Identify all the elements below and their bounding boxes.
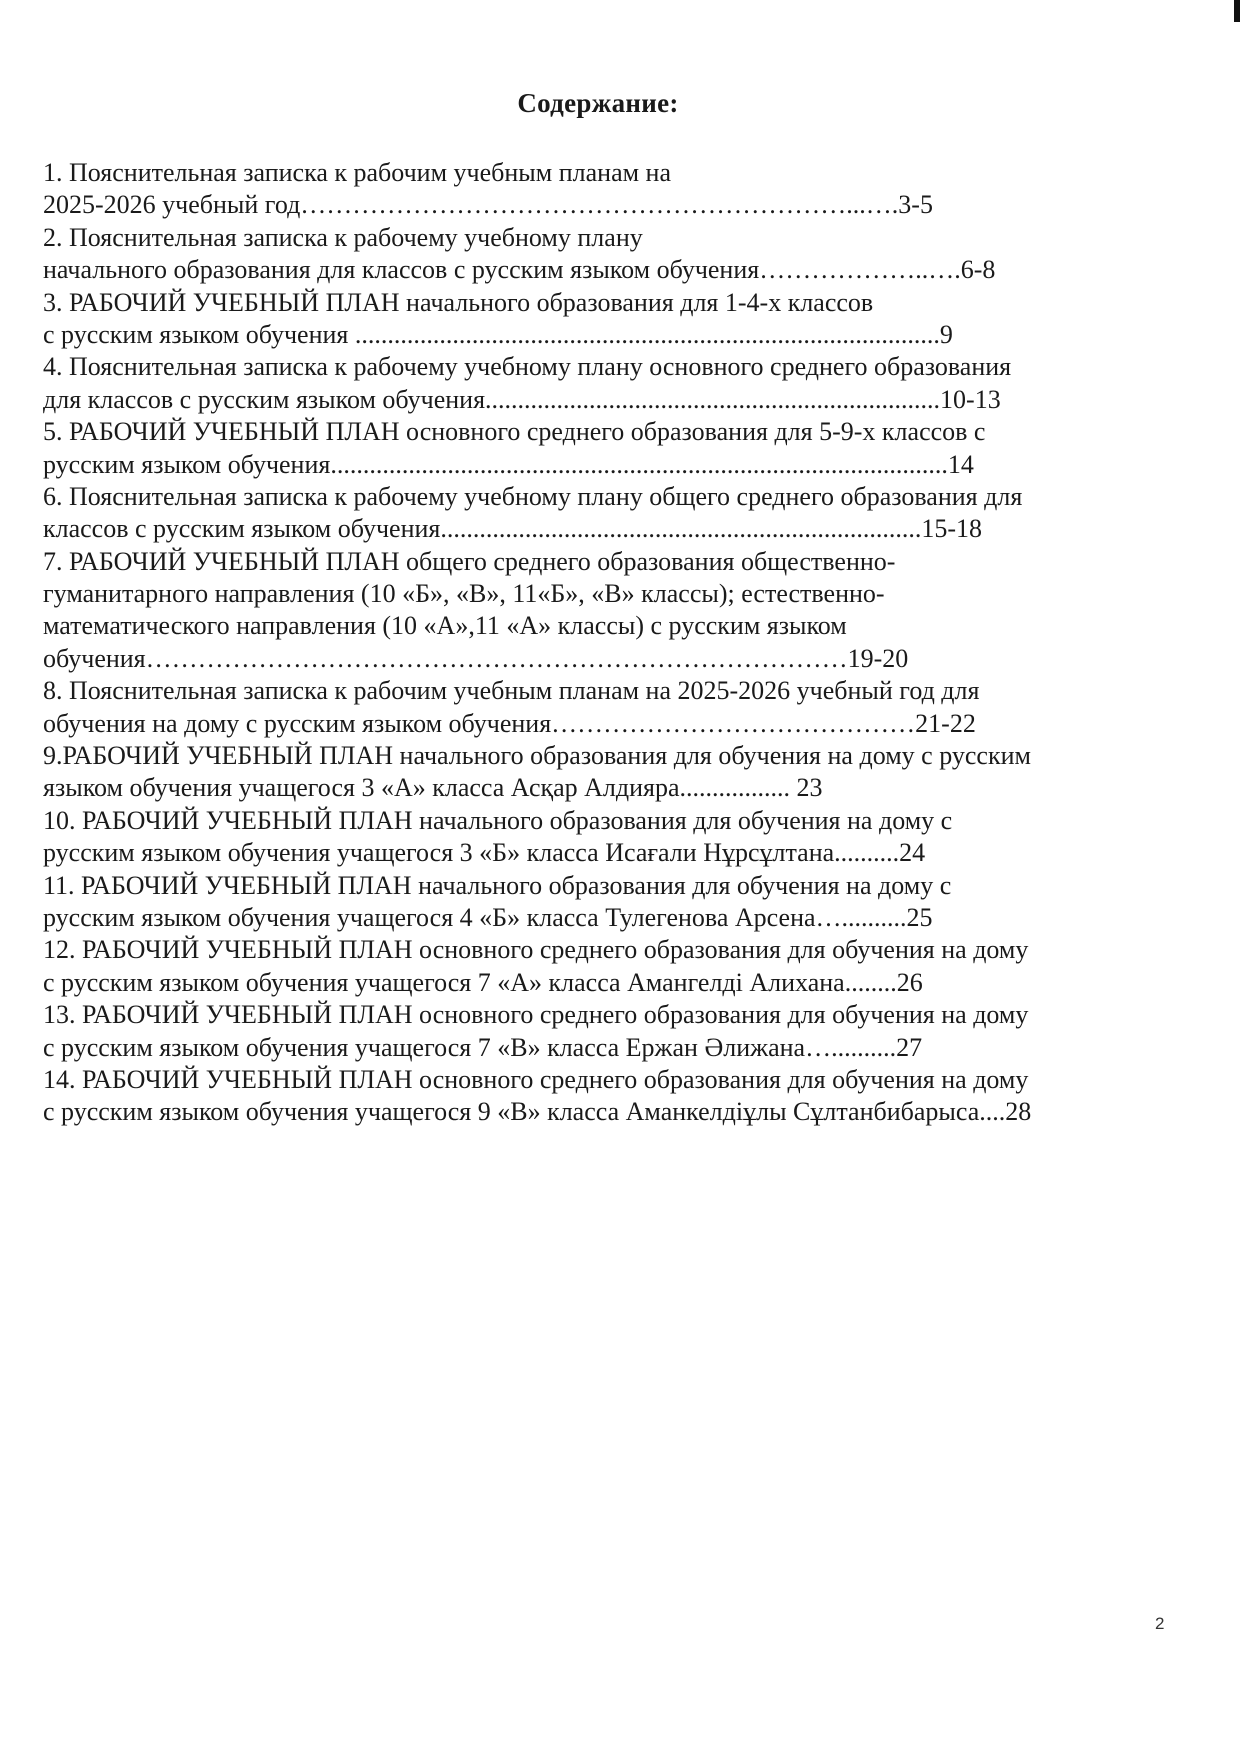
toc-entry-5-line-1: 5. РАБОЧИЙ УЧЕБНЫЙ ПЛАН основного среднего образования для 5-9-х классов с <box>43 417 986 447</box>
table-of-contents <box>43 157 1163 1129</box>
toc-entry-3-line-1: 3. РАБОЧИЙ УЧЕБНЫЙ ПЛАН начального образования для 1-4-х классов <box>43 287 874 317</box>
toc-entry-4-line-2: для классов с русским языком обучения......................................................................10-13 <box>43 384 1001 414</box>
toc-entry-10-line-2: русским языком обучения учащегося 3 «Б» класса Исағали Нұрсұлтана..........24 <box>43 838 926 868</box>
toc-entry-12-line-2: с русским языком обучения учащегося 7 «А» класса Амангелді Алихана........26 <box>43 967 923 997</box>
toc-entry-14-line-2: с русским языком обучения учащегося 9 «В» класса Аманкелдіұлы Сұлтанбибарыса....28 <box>43 1097 1032 1127</box>
toc-entry-4-line-1: 4. Пояснительная записка к рабочему учебному плану основного среднего образования <box>43 352 1012 382</box>
toc-entry-2-line-2: начального образования для классов с русским языком обучения………………..….6-8 <box>43 255 996 285</box>
toc-entry-10-line-1: 10. РАБОЧИЙ УЧЕБНЫЙ ПЛАН начального образования для обучения на дому с <box>43 805 953 835</box>
toc-entry-1-line-1: 1. Пояснительная записка к рабочим учебным планам на <box>43 158 672 187</box>
toc-entry-8-line-2: обучения на дому с русским языком обучения……………………………………21-22 <box>43 708 976 738</box>
toc-entry-3-line-2: с русским языком обучения ..........................................................................................9 <box>43 319 953 349</box>
toc-entry-7-line-4: обучения………………………………………………………………………19-20 <box>43 643 909 673</box>
toc-entry-6-line-2: классов с русским языком обучения..........................................................................15-18 <box>43 514 983 544</box>
toc-entry-14-line-1: 14. РАБОЧИЙ УЧЕБНЫЙ ПЛАН основного среднего образования для обучения на дому <box>43 1064 1029 1094</box>
toc-entry-6-line-1: 6. Пояснительная записка к рабочему учебному плану общего среднего образования для <box>43 481 1023 511</box>
page-number: 2 <box>1155 1614 1165 1633</box>
toc-entry-9-line-1: 9.РАБОЧИЙ УЧЕБНЫЙ ПЛАН начального образования для обучения на дому с русским <box>43 741 1031 771</box>
toc-entry-9-line-2: языком обучения учащегося 3 «А» класса Асқар Алдияра................. 23 <box>43 773 823 803</box>
toc-entry-7-line-3: математического направления (10 «А»,11 «А» классы) с русским языком <box>43 611 847 641</box>
toc-entry-13-line-2: с русским языком обучения учащегося 7 «В» класса Ержан Әлижана…..........27 <box>43 1032 923 1062</box>
toc-entry-1-line-2: 2025-2026 учебный год………………………………………………………...….3-5 <box>43 190 933 220</box>
page-title: Содержание: <box>517 88 679 118</box>
toc-entry-12-line-1: 12. РАБОЧИЙ УЧЕБНЫЙ ПЛАН основного среднего образования для обучения на дому <box>43 935 1029 965</box>
toc-entry-11-line-1: 11. РАБОЧИЙ УЧЕБНЫЙ ПЛАН начального образования для обучения на дому с <box>43 870 952 900</box>
toc-entry-13-line-1: 13. РАБОЧИЙ УЧЕБНЫЙ ПЛАН основного среднего образования для обучения на дому <box>43 1000 1029 1030</box>
toc-entry-5-line-2: русским языком обучения...............................................................................................14 <box>43 449 974 479</box>
toc-entry-7-line-2: гуманитарного направления (10 «Б», «В», 11«Б», «В» классы); естественно- <box>43 579 885 609</box>
toc-entry-2-line-1: 2. Пояснительная записка к рабочему учебному плану <box>43 222 643 252</box>
toc-entry-8-line-1: 8. Пояснительная записка к рабочим учебным планам на 2025-2026 учебный год для <box>43 676 980 706</box>
scan-edge-mark <box>1234 0 1240 22</box>
toc-entry-11-line-2: русским языком обучения учащегося 4 «Б» класса Тулегенова Арсена…..........25 <box>43 902 933 932</box>
toc-entry-7-line-1: 7. РАБОЧИЙ УЧЕБНЫЙ ПЛАН общего среднего образования общественно- <box>43 546 896 576</box>
